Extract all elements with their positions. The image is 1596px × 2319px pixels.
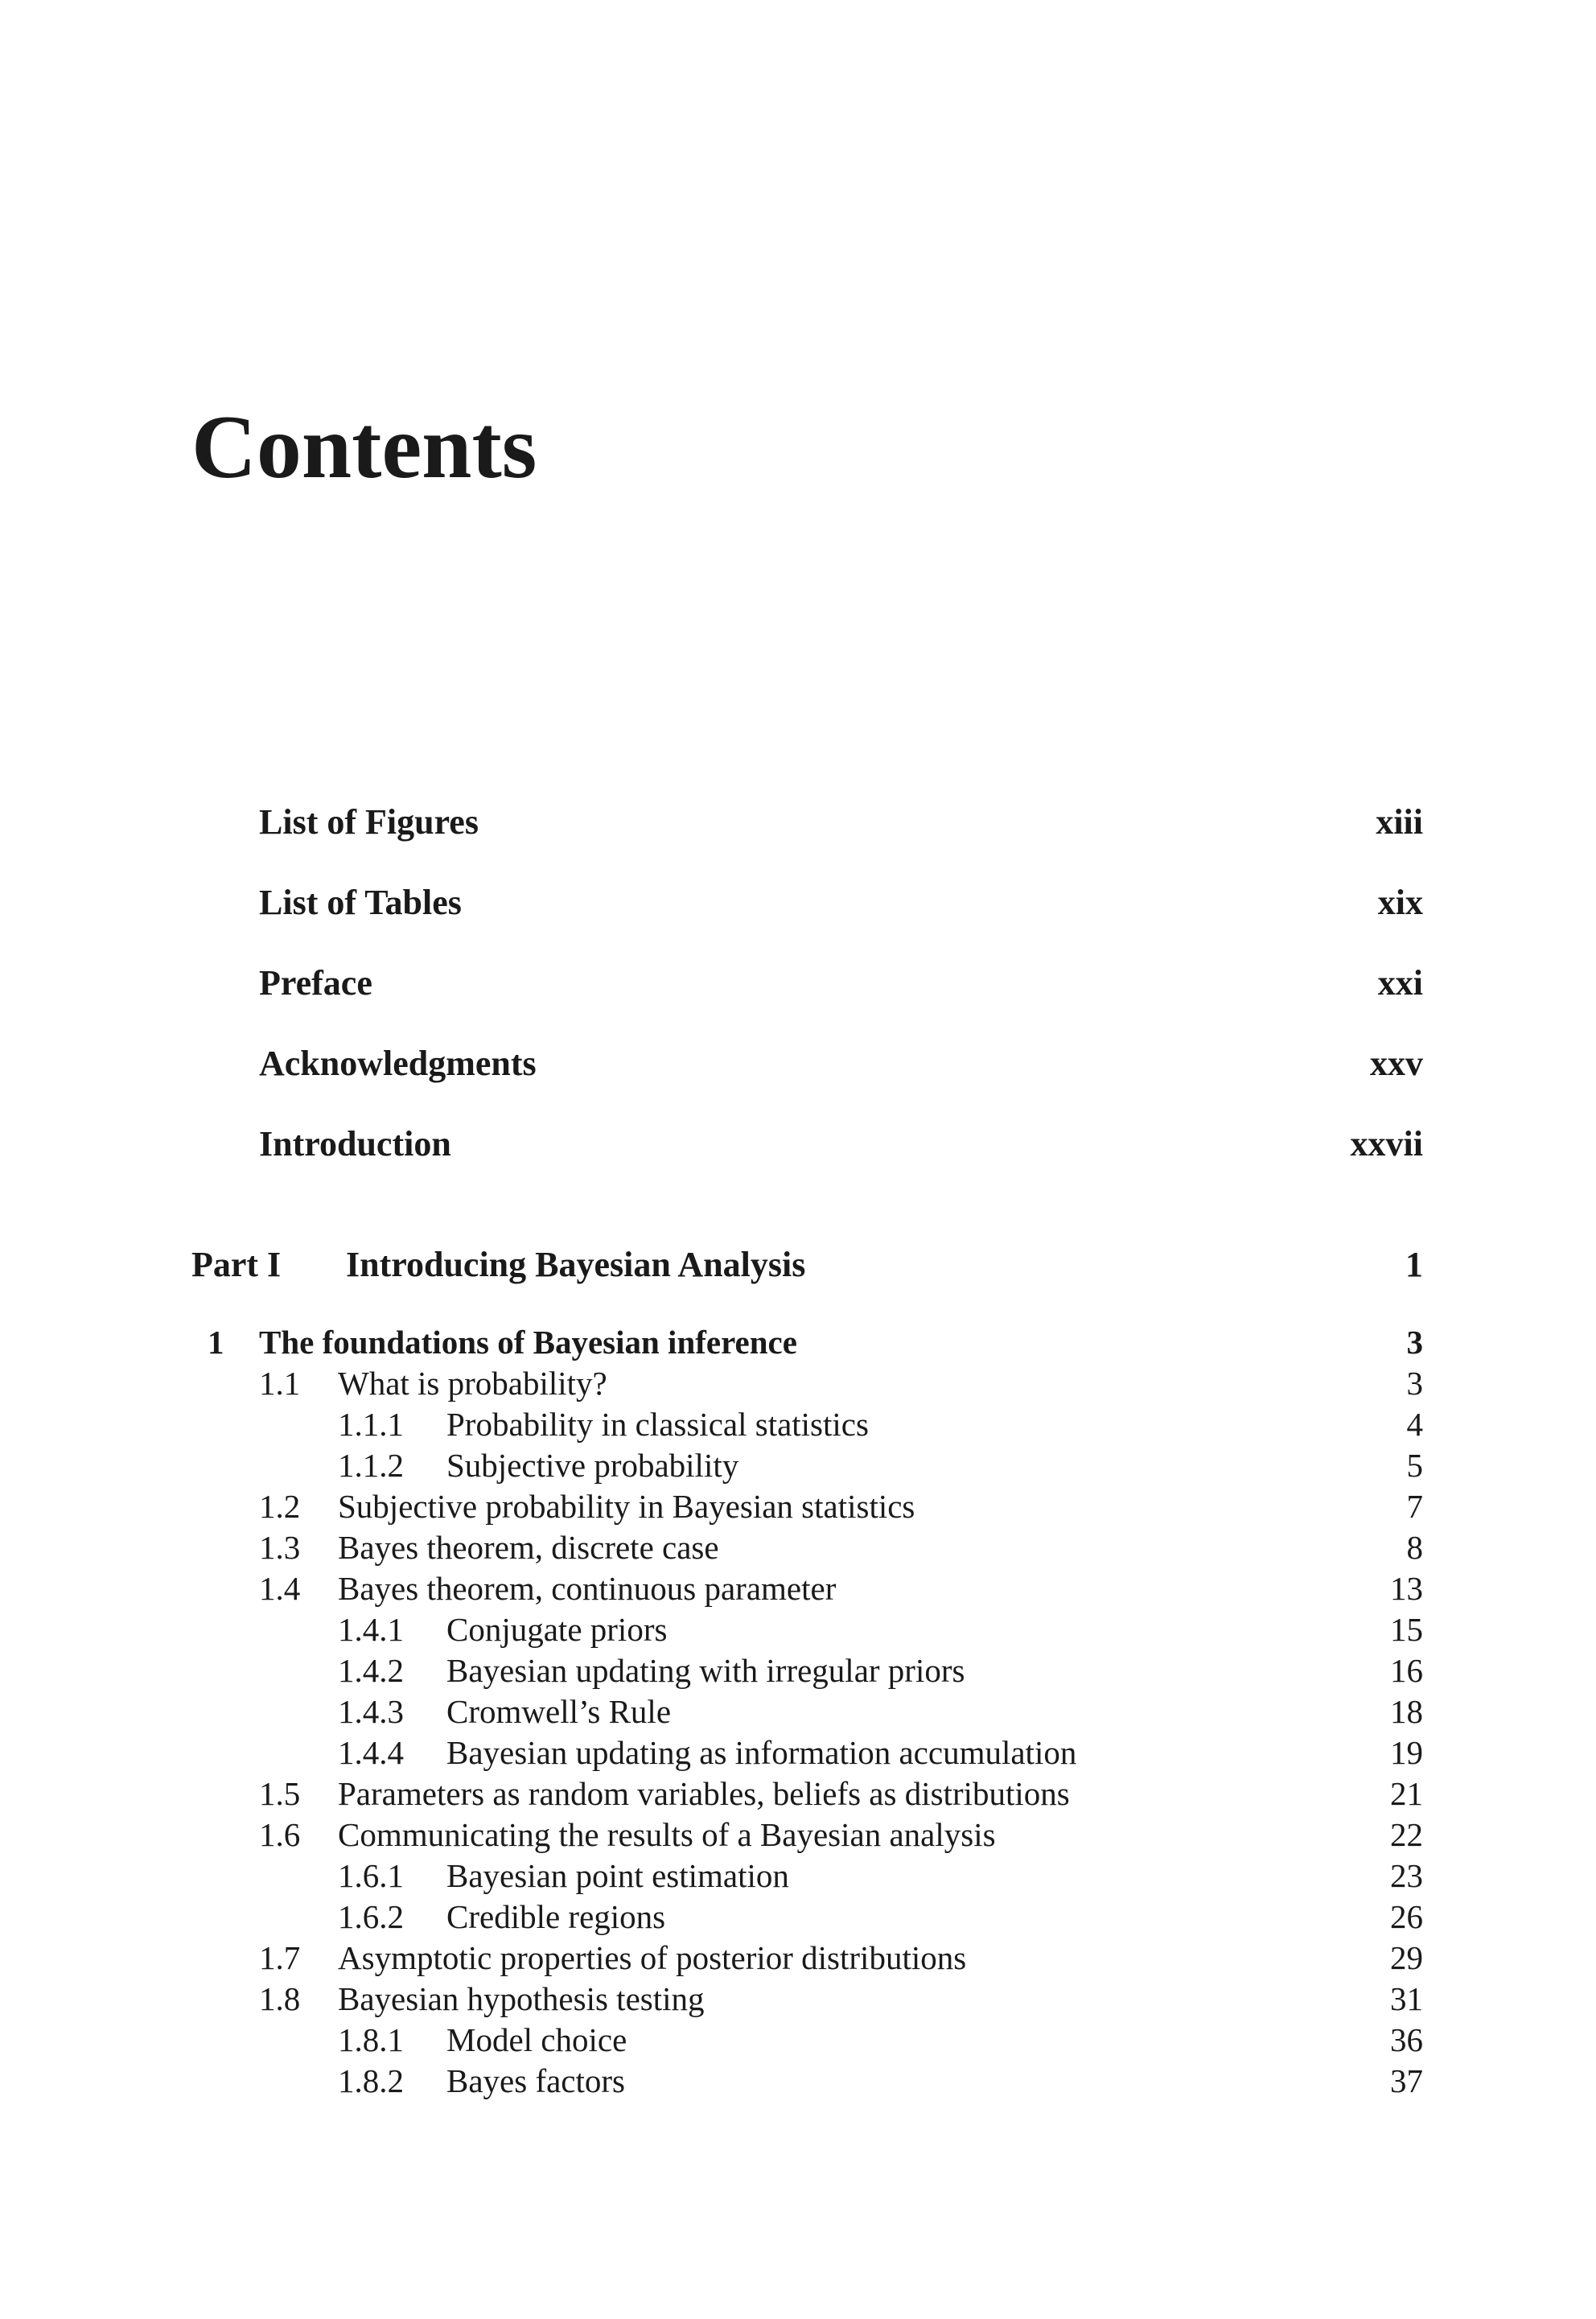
subsection-page: 16 [1390, 1652, 1423, 1689]
subsection-page: 4 [1406, 1406, 1423, 1443]
toc-entry-title: Acknowledgments [259, 1044, 537, 1083]
section-page: 8 [1406, 1529, 1423, 1566]
subsection-title: Bayes factors [446, 2062, 625, 2099]
section-title: Subjective probability in Bayesian statistics [338, 1488, 915, 1525]
subsection-number: 1.8.2 [338, 2062, 404, 2099]
subsection-title: Conjugate priors [446, 1611, 668, 1648]
toc-front-entry[interactable] [0, 802, 1596, 853]
subsection-page: 23 [1390, 1857, 1423, 1894]
toc-entry-title: List of Figures [259, 802, 479, 842]
section-title: Bayes theorem, continuous parameter [338, 1570, 837, 1607]
subsection-title: Cromwell’s Rule [446, 1693, 672, 1730]
toc-entry-title: List of Tables [259, 883, 462, 922]
toc-front-entry[interactable] [0, 1046, 1596, 1094]
chapter-number: 1 [208, 1324, 224, 1361]
toc-entry-title: Preface [259, 963, 372, 1003]
subsection-title: Bayesian updating as information accumulation [446, 1734, 1077, 1771]
toc-entry-page: xxv [1370, 1044, 1423, 1083]
subsection-page: 19 [1390, 1734, 1423, 1771]
chapter-page: 3 [1406, 1324, 1423, 1361]
subsection-title: Bayesian updating with irregular priors [446, 1652, 965, 1689]
subsection-number: 1.4.1 [338, 1611, 404, 1648]
toc-entry-page: xxvii [1350, 1124, 1423, 1164]
subsection-title: Bayesian point estimation [446, 1857, 789, 1894]
section-number: 1.2 [259, 1488, 301, 1525]
subsection-page: 37 [1390, 2062, 1423, 2099]
section-page: 29 [1390, 1939, 1423, 1976]
section-number: 1.7 [259, 1939, 301, 1976]
subsection-page: 36 [1390, 2021, 1423, 2058]
section-title: Parameters as random variables, beliefs as distributions [338, 1775, 1070, 1812]
section-number: 1.6 [259, 1816, 301, 1853]
part-label: Part I [191, 1245, 282, 1284]
subsection-page: 18 [1390, 1693, 1423, 1730]
section-title: Bayesian hypothesis testing [338, 1980, 705, 2017]
subsection-number: 1.4.4 [338, 1734, 404, 1771]
subsection-number: 1.1.1 [338, 1406, 404, 1443]
toc-front-entry[interactable] [0, 963, 1596, 1014]
section-title: Communicating the results of a Bayesian analysis [338, 1816, 996, 1853]
toc-front-entry[interactable] [0, 1124, 1596, 1175]
section-number: 1.3 [259, 1529, 301, 1566]
subsection-number: 1.1.2 [338, 1447, 404, 1484]
part-title: Introducing Bayesian Analysis [346, 1245, 806, 1284]
toc-entry-page: xxi [1377, 963, 1423, 1003]
section-title: Asymptotic properties of posterior distributions [338, 1939, 967, 1976]
section-number: 1.8 [259, 1980, 301, 2017]
section-number: 1.1 [259, 1365, 301, 1402]
subsection-title: Subjective probability [446, 1447, 739, 1484]
toc-front-entry[interactable] [0, 885, 1596, 933]
page-title: Contents [191, 397, 537, 497]
section-page: 31 [1390, 1980, 1423, 2017]
subsection-title: Probability in classical statistics [446, 1406, 869, 1443]
section-page: 22 [1390, 1816, 1423, 1853]
subsection-title: Model choice [446, 2021, 627, 2058]
toc-entry-page: xiii [1376, 802, 1423, 842]
subsection-number: 1.6.2 [338, 1898, 404, 1935]
subsection-page: 15 [1390, 1611, 1423, 1648]
toc-entry-page: xix [1377, 883, 1423, 922]
toc-part-entry[interactable] [0, 1247, 1596, 1295]
subsection-page: 26 [1390, 1898, 1423, 1935]
section-page: 13 [1390, 1570, 1423, 1607]
chapter-title: The foundations of Bayesian inference [259, 1324, 797, 1361]
subsection-number: 1.4.2 [338, 1652, 404, 1689]
subsection-page: 5 [1406, 1447, 1423, 1484]
subsection-number: 1.6.1 [338, 1857, 404, 1894]
toc-subsection-entry[interactable] [0, 2062, 1596, 2113]
subsection-number: 1.8.1 [338, 2021, 404, 2058]
section-page: 3 [1406, 1365, 1423, 1402]
part-page: 1 [1405, 1245, 1423, 1284]
section-number: 1.5 [259, 1775, 301, 1812]
section-title: Bayes theorem, discrete case [338, 1529, 719, 1566]
subsection-number: 1.4.3 [338, 1693, 404, 1730]
section-title: What is probability? [338, 1365, 607, 1402]
toc-entry-title: Introduction [259, 1124, 451, 1164]
section-number: 1.4 [259, 1570, 301, 1607]
section-page: 7 [1406, 1488, 1423, 1525]
subsection-title: Credible regions [446, 1898, 666, 1935]
section-page: 21 [1390, 1775, 1423, 1812]
